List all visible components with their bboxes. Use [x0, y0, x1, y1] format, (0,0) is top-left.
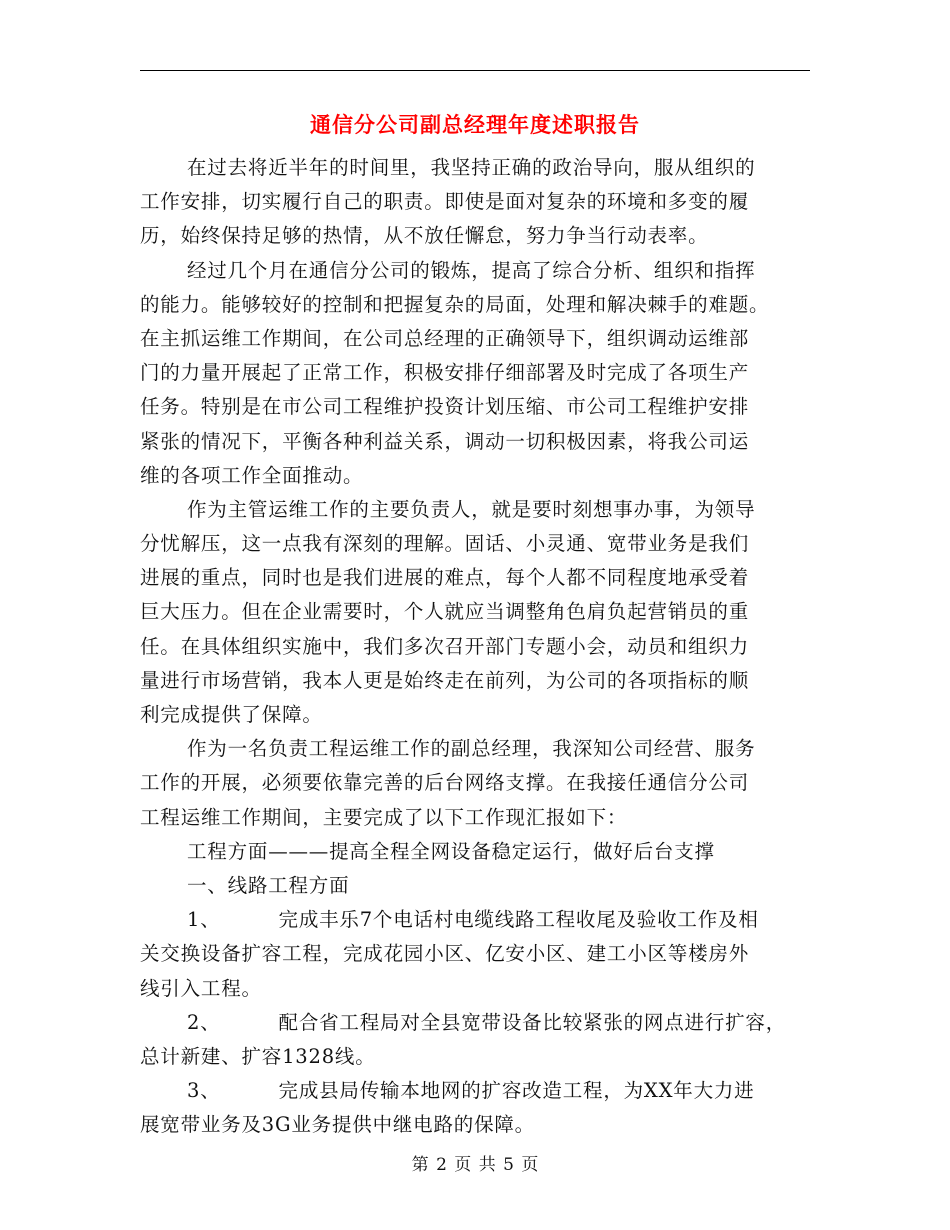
- list-item-number: 2、: [187, 1010, 221, 1034]
- paragraph-line: 门的力量开展起了正常工作，积极安排仔细部署及时完成了各项生产: [140, 361, 750, 385]
- list-item-continuation: 总计新建、扩容1328线。: [140, 1044, 376, 1068]
- list-item: [140, 1074, 820, 1108]
- header-rule: [140, 70, 810, 71]
- page-number: 第 2 页 共 5 页: [411, 1155, 539, 1175]
- paragraph-line: 工作的开展，必须要依靠完善的后台网络支撑。在我接任通信分公司: [140, 771, 750, 795]
- paragraph-line: 紧张的情况下，平衡各种利益关系，调动一切积极因素，将我公司运: [140, 429, 750, 453]
- paragraph-line: 任务。特别是在市公司工程维护投资计划压缩、市公司工程维护安排: [140, 395, 750, 419]
- paragraph-line: 的能力。能够较好的控制和把握复杂的局面，处理和解决棘手的难题。: [140, 292, 770, 316]
- paragraph-line: 经过几个月在通信分公司的锻炼，提高了综合分析、组织和指挥: [187, 258, 756, 282]
- paragraph-line: 分忧解压，这一点我有深刻的理解。固话、小灵通、宽带业务是我们: [140, 532, 750, 556]
- list-item-continuation: 关交换设备扩容工程，完成花园小区、亿安小区、建工小区等楼房外: [140, 942, 750, 966]
- list-item-continuation: 线引入工程。: [140, 976, 262, 1000]
- paragraph-line: 进展的重点，同时也是我们进展的难点，每个人都不同程度地承受着: [140, 566, 750, 590]
- list-item-text: 完成县局传输本地网的扩容改造工程，为XX年大力进: [278, 1079, 755, 1103]
- list-item-text: 配合省工程局对全县宽带设备比较紧张的网点进行扩容，: [278, 1010, 787, 1034]
- list-item-number: 1、: [187, 908, 221, 932]
- paragraph-line: 工程运维工作期间，主要完成了以下工作现汇报如下：: [140, 805, 628, 829]
- list-item: [140, 903, 820, 937]
- paragraph-line: 维的各项工作全面推动。: [140, 463, 364, 487]
- list-item-number: 3、: [187, 1079, 221, 1103]
- paragraph-line: 工作安排，切实履行自己的职责。即使是面对复杂的环境和多变的履: [140, 190, 750, 214]
- section-heading: 工程方面———提高全程全网设备稳定运行，做好后台支撑: [187, 839, 715, 863]
- list-item-continuation: 展宽带业务及3G业务提供中继电路的保障。: [140, 1113, 535, 1137]
- paragraph-line: 在主抓运维工作期间，在公司总经理的正确领导下，组织调动运维部: [140, 326, 750, 350]
- paragraph-line: 作为一名负责工程运维工作的副总经理，我深知公司经营、服务: [187, 737, 756, 761]
- paragraph-line: 巨大压力。但在企业需要时，个人就应当调整角色肩负起营销员的重: [140, 600, 750, 624]
- subsection-heading: 一、线路工程方面: [187, 873, 350, 897]
- document-title: 通信分公司副总经理年度述职报告: [310, 112, 640, 137]
- paragraph-line: 在过去将近半年的时间里，我坚持正确的政治导向，服从组织的: [187, 156, 756, 179]
- paragraph-line: 历，始终保持足够的热情，从不放任懈怠，努力争当行动表率。: [140, 224, 709, 248]
- document-body: [140, 151, 820, 1142]
- paragraph-line: 作为主管运维工作的主要负责人，就是要时刻想事办事，为领导: [187, 497, 756, 521]
- list-item-text: 完成丰乐7个电话村电缆线路工程收尾及验收工作及相: [278, 908, 759, 932]
- paragraph-line: 任。在具体组织实施中，我们多次召开部门专题小会，动员和组织力: [140, 634, 750, 658]
- paragraph-line: 量进行市场营销，我本人更是始终走在前列，为公司的各项指标的顺: [140, 668, 750, 692]
- paragraph-line: 利完成提供了保障。: [140, 703, 323, 726]
- list-item: [140, 1006, 820, 1040]
